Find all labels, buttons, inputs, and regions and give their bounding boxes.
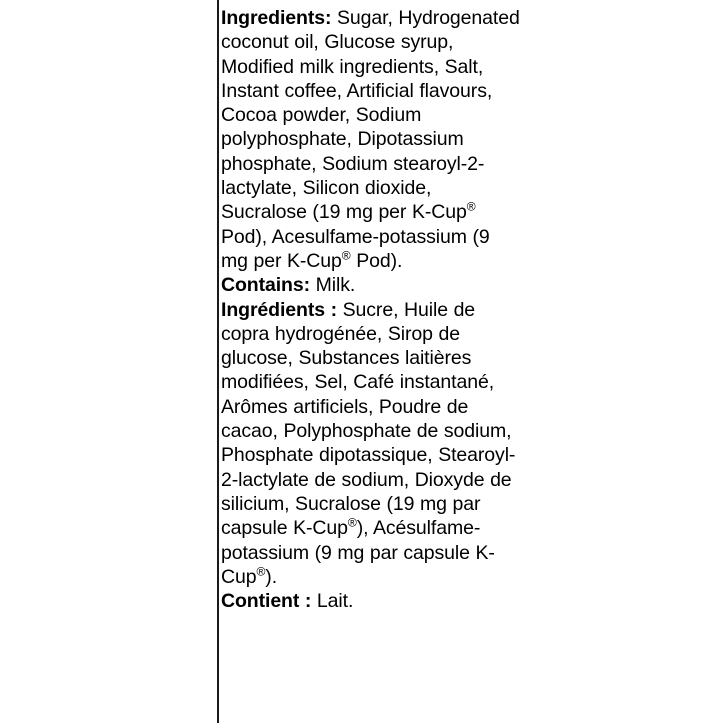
english-ingredients-body-part3: Pod). — [350, 249, 403, 272]
french-ingredients-paragraph — [221, 298, 521, 590]
french-ingredients-body-part3: ). — [265, 565, 278, 588]
english-contains-body: Milk. — [310, 274, 356, 297]
english-ingredients-body-part2: Pod), Acesulfame-potassium (9 mg per K-Cup — [221, 225, 490, 272]
vertical-divider-rule — [217, 0, 219, 723]
french-contains-paragraph — [221, 589, 521, 613]
english-ingredients-heading: Ingredients: — [221, 7, 332, 29]
label-text-column — [221, 6, 521, 613]
registered-trademark-icon: ® — [341, 248, 351, 263]
english-ingredients-paragraph — [221, 6, 521, 273]
english-contains-heading: Contains: — [221, 274, 311, 297]
registered-trademark-icon: ® — [256, 564, 266, 579]
french-contains-heading: Contient : — [221, 590, 312, 613]
registered-trademark-icon: ® — [466, 199, 476, 214]
french-ingredients-heading: Ingrédients : — [221, 298, 338, 321]
registered-trademark-icon: ® — [347, 515, 357, 530]
french-ingredients-body-part1: Sucre, Huile de copra hydrogénée, Sirop de glucose, Substances laitières modifiées, Sel, Café instantané, Arômes artificiels, Poudre de cacao, Polyphosphate de sodium, Phosphate dipotassique, Stearoyl-2-lactylate de sodium, Dioxyde de silicium, Sucralose (19 mg par capsule K-Cup — [221, 298, 516, 540]
french-contains-body: Lait. — [311, 590, 354, 613]
english-ingredients-body-part1: Sugar, Hydrogenated coconut oil, Glucose syrup, Modified milk ingredients, Salt, Instant coffee, Artificial flavours, Cocoa powder, Sodium polyphosphate, Dipotassium phosphate, Sodium stearoyl-2-lactylate, Silicon dioxide, Sucralose (19 mg per K-Cup — [221, 7, 520, 224]
english-contains-paragraph — [221, 273, 521, 297]
french-ingredients-body-part2: ), Acésulfame-potassium (9 mg par capsule K-Cup — [221, 517, 495, 588]
